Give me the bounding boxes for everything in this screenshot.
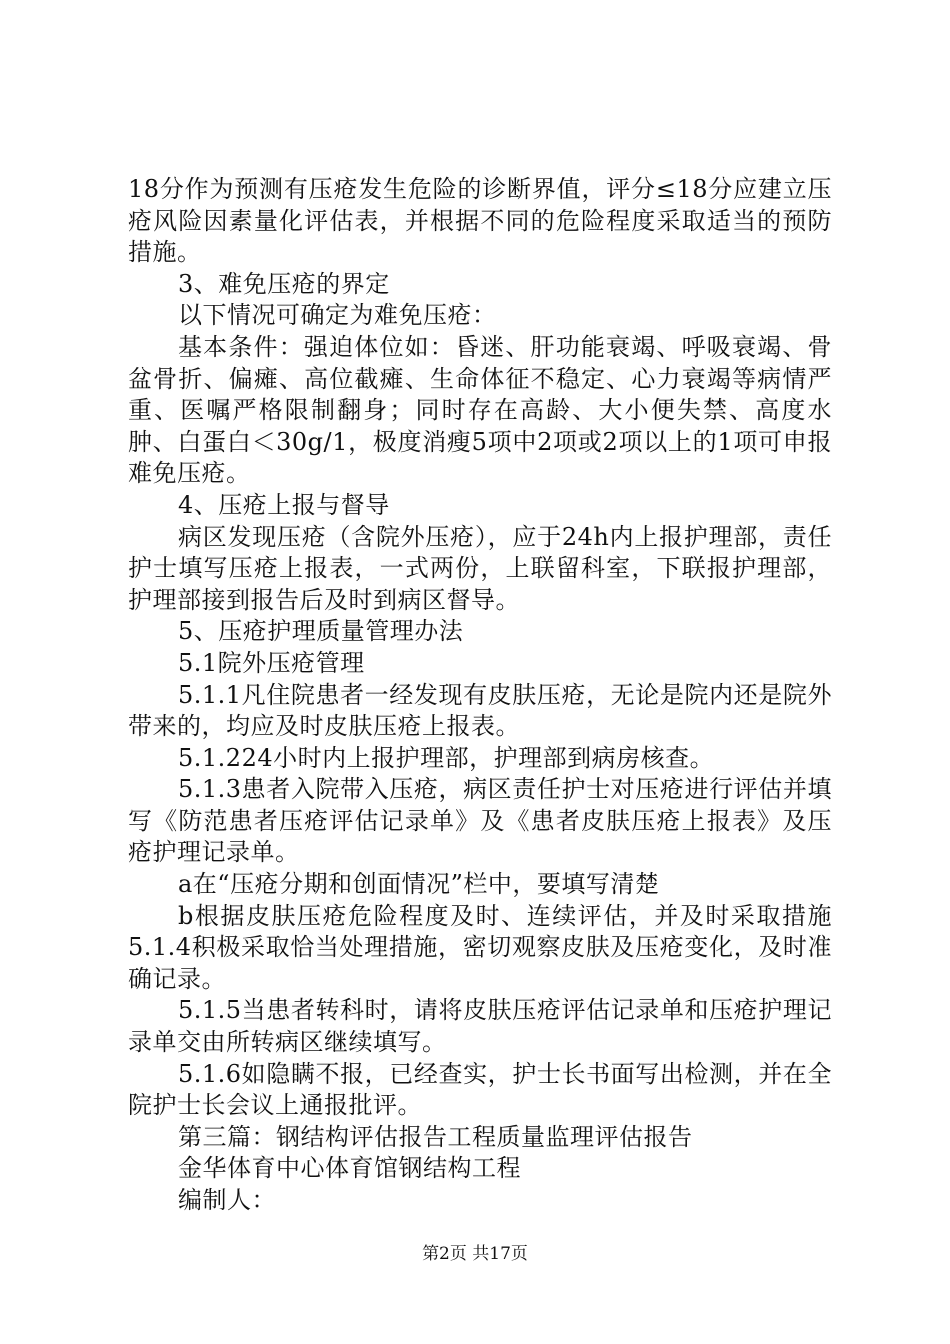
paragraph-16-heading: 第三篇：钢结构评估报告工程质量监理评估报告: [178, 1122, 693, 1151]
paragraph-14: 5.1.5当患者转科时，请将皮肤压疮评估记录单和压疮护理记录单交由所转病区继续填写。: [128, 996, 832, 1057]
paragraph-18: 编制人：: [178, 1186, 276, 1214]
paragraph-3: 以下情况可确定为难免压疮：: [178, 301, 497, 330]
paragraph-9: 5.1.1凡住院患者一经发现有皮肤压疮，无论是院内还是院外带来的，均应及时皮肤压疮上报表。: [128, 680, 832, 741]
paragraph-11: 5.1.3患者入院带入压疮，病区责任护士对压疮进行评估并填写《防范患者压疮评估记录单》及《患者皮肤压疮上报表》及压疮护理记录单。: [128, 775, 832, 867]
paragraph-6: 病区发现压疮（含院外压疮），应于24h内上报护理部，责任护士填写压疮上报表，一式两份，上联留科室，下联报护理部，护理部接到报告后及时到病区督导。: [128, 522, 832, 614]
paragraph-10: 5.1.224小时内上报护理部，护理部到病房核查。: [178, 743, 715, 772]
paragraph-1: 18分作为预测有压疮发生危险的诊断界值，评分≤18分应建立压疮风险因素量化评估表，并根据不同的危险程度采取适当的预防措施。: [128, 175, 832, 267]
paragraph-4: 基本条件：强迫体位如：昏迷、肝功能衰竭、呼吸衰竭、骨盆骨折、偏瘫、高位截瘫、生命体征不稳定、心力衰竭等病情严重、医嘱严格限制翻身；同时存在高龄、大小便失禁、高度水肿、白蛋白＜30g/1，极度消瘦5项中2项或2项以上的1项可申报难免压疮。: [128, 332, 832, 488]
paragraph-8-heading: 5.1院外压疮管理: [178, 648, 365, 677]
paragraph-17: 金华体育中心体育馆钢结构工程: [178, 1154, 521, 1183]
page-footer: [0, 1242, 950, 1266]
paragraph-15: 5.1.6如隐瞒不报，已经查实，护士长书面写出检测，并在全院护士长会议上通报批评。: [128, 1059, 832, 1120]
paragraph-13: b根据皮肤压疮危险程度及时、连续评估，并及时采取措施5.1.4积极采取恰当处理措施，密切观察皮肤及压疮变化，及时准确记录。: [128, 901, 832, 993]
page-number-label: 第2页 共17页: [422, 1244, 528, 1264]
paragraph-2-heading: 3、难免压疮的界定: [178, 269, 390, 298]
document-body: [128, 174, 832, 1217]
paragraph-7-heading: 5、压疮护理质量管理办法: [178, 617, 464, 646]
paragraph-5-heading: 4、压疮上报与督导: [178, 490, 390, 519]
paragraph-12: a在“压疮分期和创面情况”栏中，要填写清楚: [178, 870, 660, 899]
